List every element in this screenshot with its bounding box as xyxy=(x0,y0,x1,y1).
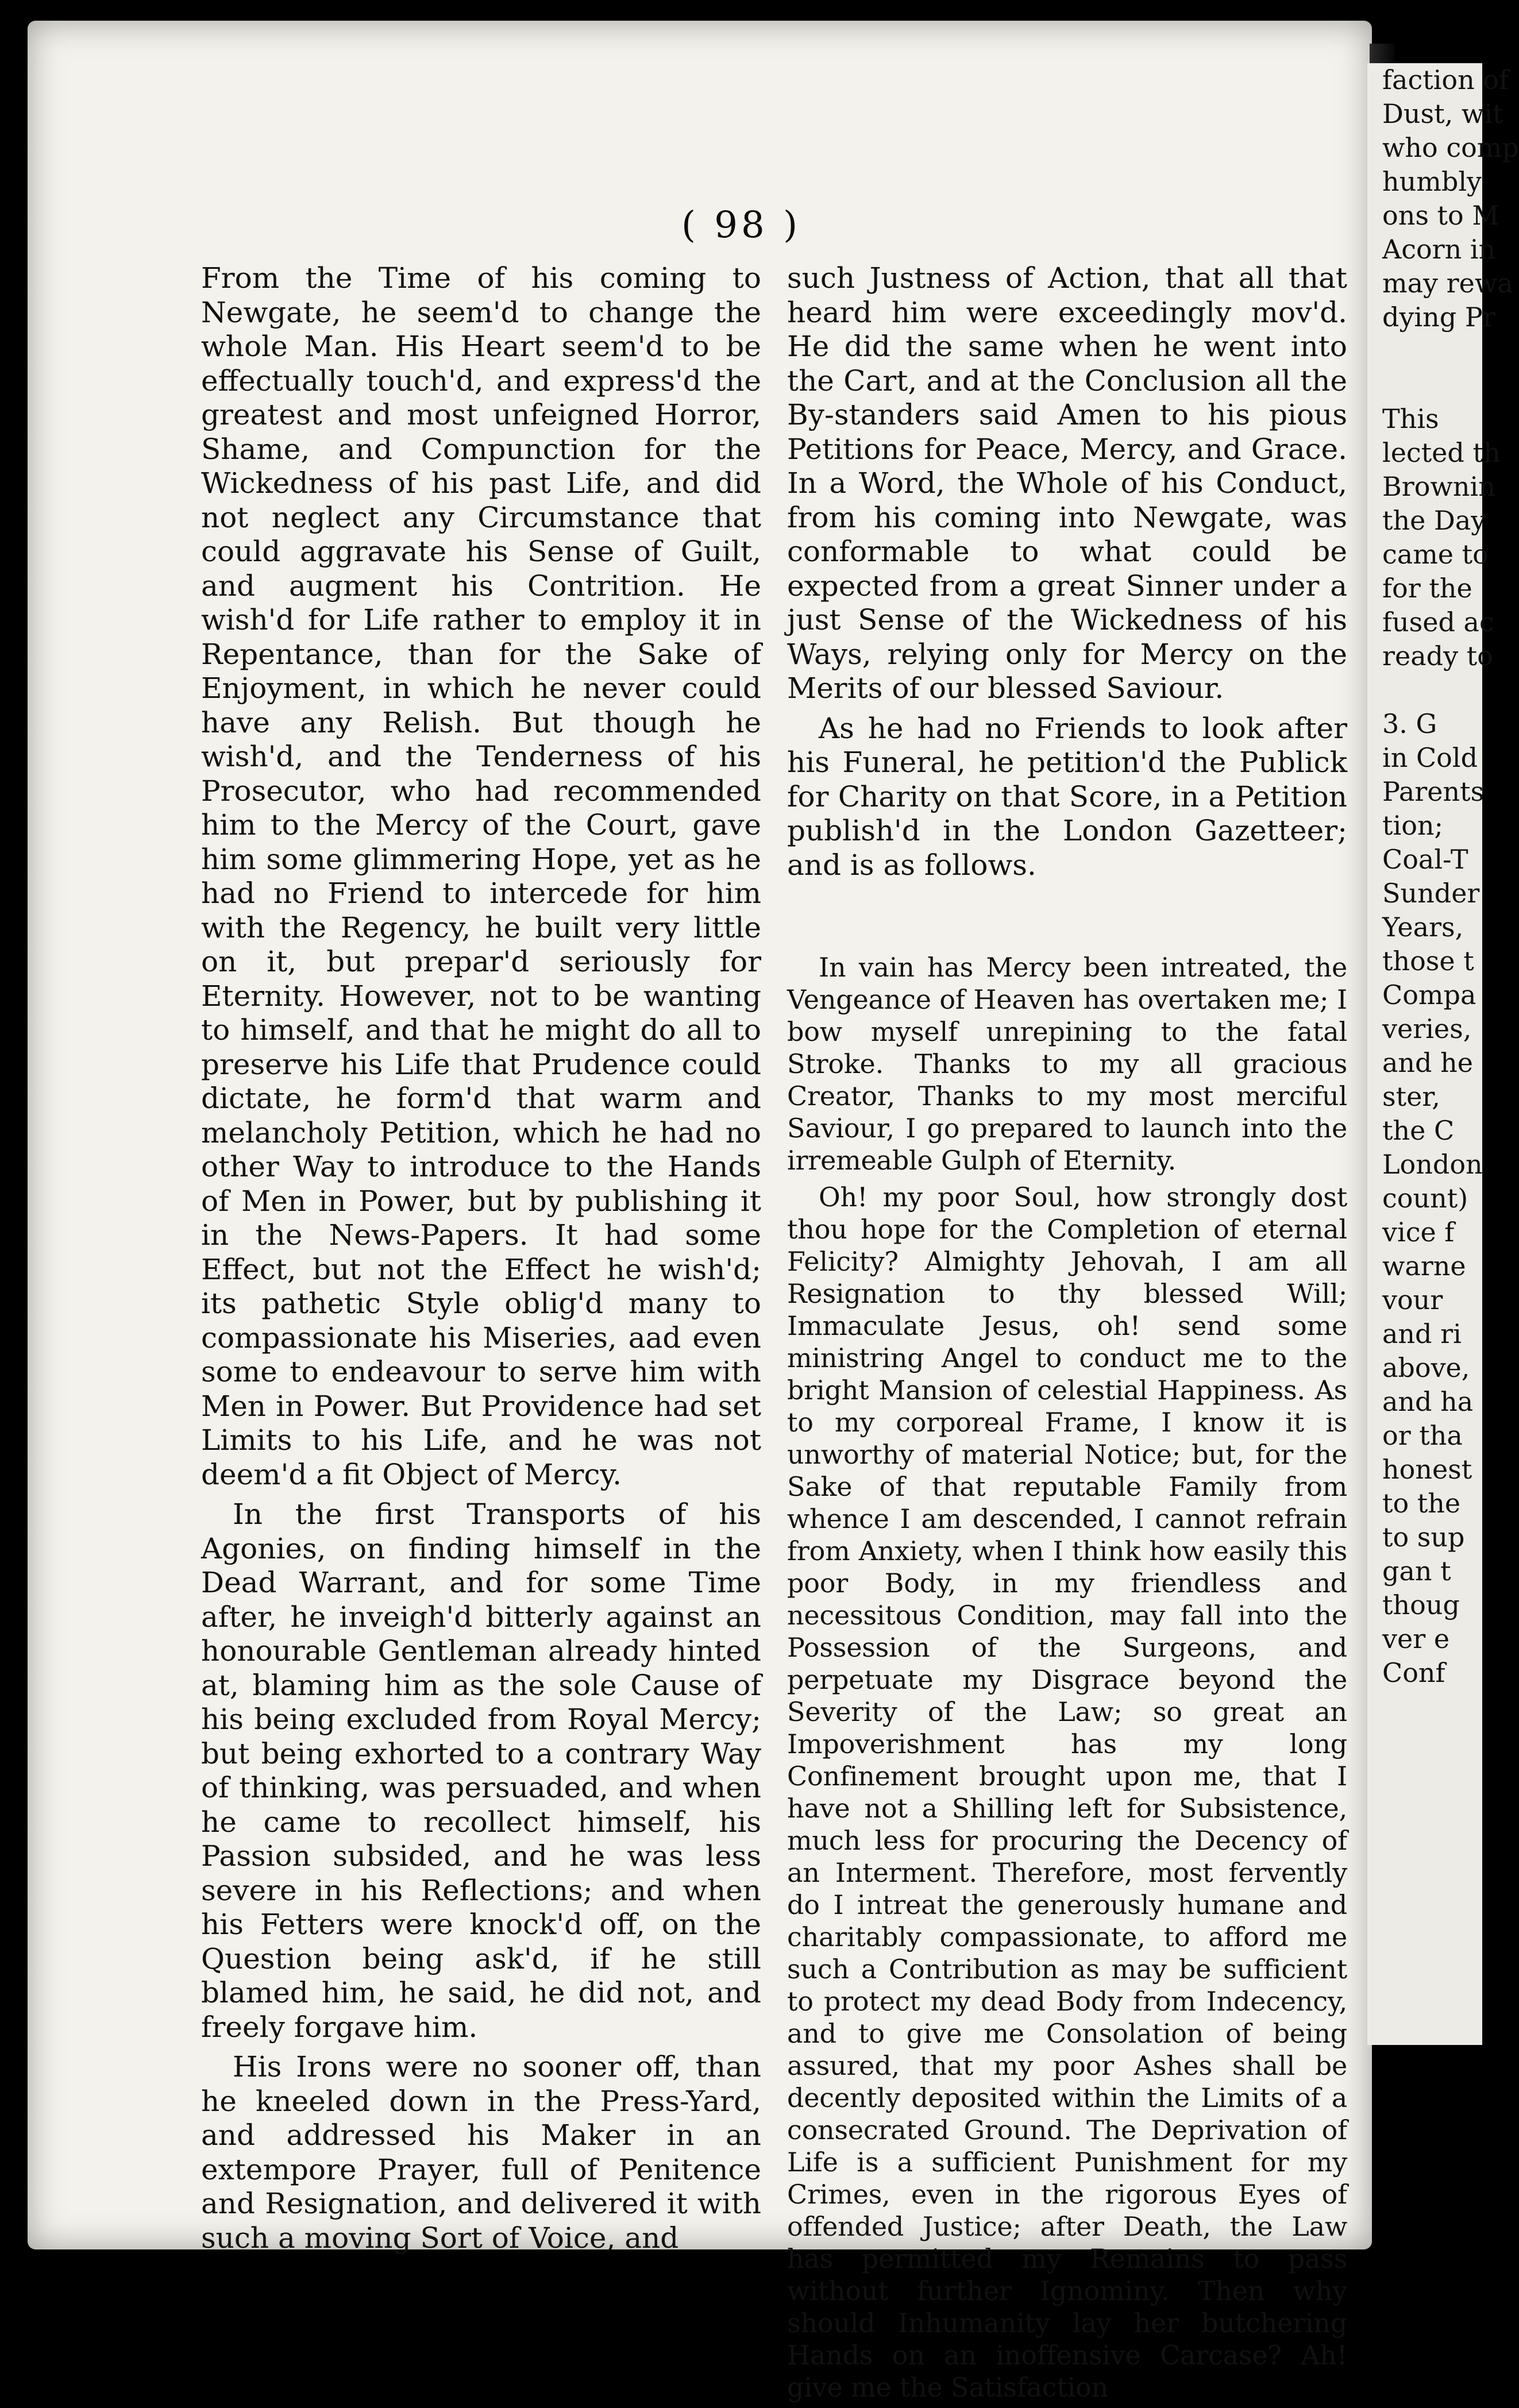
facing-page-fragment: ster, xyxy=(1382,1081,1440,1112)
facing-page-fragment: London xyxy=(1382,1149,1483,1180)
facing-page-fragment: Years, xyxy=(1382,912,1464,943)
facing-page-fragment: Coal-T xyxy=(1382,844,1468,875)
paragraph-funeral-charity: As he had no Friends to look after his Funeral, he petition'd the Publick for Charity on that Score, in a Petition publish'd in the London Gazetteer; and is as follows. xyxy=(787,711,1347,882)
facing-page-fragment: 3. G xyxy=(1382,708,1437,739)
facing-page-fragment: thoug xyxy=(1382,1589,1460,1620)
facing-page-fragment: to the xyxy=(1382,1488,1461,1519)
facing-page-fragment: to sup xyxy=(1382,1522,1465,1553)
facing-page-fragment: above, xyxy=(1382,1352,1470,1383)
left-column xyxy=(201,261,761,2261)
paragraph-irons-off: His Irons were no sooner off, than he kneeled down in the Press-Yard, and addressed his Maker in an extempore Prayer, full of Penitence and Resignation, and delivered it with such a moving Sort of Voice, and xyxy=(201,2050,761,2255)
facing-page-fragment: fused ac xyxy=(1382,607,1494,638)
facing-page-fragment: tion; xyxy=(1382,810,1444,841)
right-column xyxy=(787,261,1347,2408)
facing-page-fragment: came to xyxy=(1382,539,1489,570)
facing-page-fragment: who comp xyxy=(1382,132,1519,163)
facing-page-fragment: vice f xyxy=(1382,1217,1455,1248)
paragraph-newgate-conduct: From the Time of his coming to Newgate, he seem'd to change the whole Man. His Heart seem'd to be effectually touch'd, and express'd the greatest and most unfeigned Horror, Shame, and Compunction for the Wickedness of his past Life, and did not neglect any Circumstance that could aggravate his Sense of Guilt, and augment his Contrition. He wish'd for Life rather to employ it in Repentance, than for the Sake of Enjoyment, in which he never could have any Relish. But though he wish'd, and the Tenderness of his Prosecutor, who had recommended him to the Mercy of the Court, gave him some glimmering Hope, yet as he had no Friend to intercede for him with the Regency, he built very little on it, but prepar'd seriously for Eternity. However, not to be wanting to himself, and that he might do all to preserve his Life that Prudence could dictate, he form'd that warm and melancholy Petition, which he had no other Way to introduce to the Hands of Men in Power, but by publishing it in the News-Papers. It had some Effect, but not the Effect he wish'd; its pathetic Style oblig'd many to compassionate his Miseries, aad even some to endeavour to serve him with Men in Power. But Providence had set Limits to his Life, and he was not deem'd a fit Object of Mercy. xyxy=(201,261,761,1491)
facing-page-fragment: and he xyxy=(1382,1047,1473,1078)
facing-page-fragment: This xyxy=(1382,403,1439,434)
page-number: ( 98 ) xyxy=(681,204,801,246)
facing-page-fragment xyxy=(1367,334,1482,368)
facing-page-fragment: Dust, wit xyxy=(1382,98,1503,129)
facing-page-fragment: veries, xyxy=(1382,1013,1472,1044)
facing-page-fragment: in Cold xyxy=(1382,742,1478,773)
facing-page-fragment: faction of xyxy=(1382,64,1509,95)
facing-page-edge xyxy=(1367,63,1519,2045)
facing-page-fragment: lected th xyxy=(1382,437,1501,468)
facing-page-fragment: Parents xyxy=(1382,776,1485,807)
facing-page-fragment: ons to M xyxy=(1382,200,1499,231)
facing-page-fragment: for the xyxy=(1382,573,1472,604)
facing-page-fragment: Sunder xyxy=(1382,878,1480,909)
facing-page-fragment: and ri xyxy=(1382,1318,1462,1349)
facing-page-fragment: the Day xyxy=(1382,505,1486,536)
facing-page-fragment: or tha xyxy=(1382,1420,1463,1451)
facing-page-fragment: count) xyxy=(1382,1183,1468,1214)
facing-page-fragment xyxy=(1367,368,1482,402)
facing-page-fragment: ready to xyxy=(1382,640,1493,672)
facing-page-fragment: Brownin xyxy=(1382,471,1495,502)
facing-page-fragment: dying Pr xyxy=(1382,302,1495,333)
facing-page-fragment: humbly xyxy=(1382,166,1482,197)
facing-page-fragment: and ha xyxy=(1382,1386,1474,1417)
facing-page-fragment: Acorn in xyxy=(1382,234,1496,265)
paragraph-justness-of-action: such Justness of Action, that all that heard him were exceedingly mov'd. He did the same when he went into the Cart, and at the Conclusion all the By-standers said Amen to his pious Petitions for Peace, Mercy, and Grace. In a Word, the Whole of his Conduct, from his coming into Newgate, was conformable to what could be expected from a great Sinner under a just Sense of the Wickedness of his Ways, relying only for Mercy on the Merits of our blessed Saviour. xyxy=(787,261,1347,705)
facing-page-fragment: the C xyxy=(1382,1115,1455,1146)
paragraph-dead-warrant: In the first Transports of his Agonies, on finding himself in the Dead Warrant, and for some Time after, he inveigh'd bitterly against an honourable Gentleman already hinted at, blaming him as the sole Cause of his being excluded from Royal Mercy; but being exhorted to a contrary Way of thinking, was persuaded, and when he came to recollect himself, his Passion subsided, and he was less severe in his Reflections; and when his Fetters were knock'd off, on the Question being ask'd, if he still blamed him, he said, he did not, and freely forgave him. xyxy=(201,1498,761,2044)
facing-page-fragment: honest xyxy=(1382,1454,1472,1485)
facing-page-fragment: vour xyxy=(1382,1284,1443,1315)
facing-page-fragment: those t xyxy=(1382,946,1474,977)
petition-paragraph-vain-mercy: In vain has Mercy been intreated, the Vengeance of Heaven has overtaken me; I bow myself unrepining to the fatal Stroke. Thanks to my all gracious Creator, Thanks to my most merciful Saviour, I go prepared to launch into the irremeable Gulph of Eternity. xyxy=(787,952,1347,1176)
facing-page-fragment: ver e xyxy=(1382,1623,1450,1654)
facing-page-fragment: warne xyxy=(1382,1251,1466,1282)
petition-paragraph-poor-soul: Oh! my poor Soul, how strongly dost thou hope for the Completion of eternal Felicity? Almighty Jehovah, I am all Resignation to thy blessed Will; Immaculate Jesus, oh! send some ministring Angel to conduct me to the bright Mansion of celestial Happiness. As to my corporeal Frame, I know it is unworthy of material Notice; but, for the Sake of that reputable Family from whence I am descended, I cannot refrain from Anxiety, when I think how easily this poor Body, in my friendless and necessitous Condition, may fall into the Possession of the Surgeons, and perpetuate my Disgrace beyond the Severity of the Law; so great an Impoverishment has my long Confinement brought upon me, that I have not a Shilling left for Subsistence, much less for procuring the Decency of an Interment. Therefore, most fervently do I intreat the generously humane and charitably compassionate, to afford me such a Contribution as may be sufficient to protect my dead Body from Indecency, and to give me Consolation of being assured, that my poor Ashes shall be decently deposited within the Limits of a consecrated Ground. The Deprivation of Life is a sufficient Punishment for my Crimes, even in the rigorous Eyes of offended Justice; after Death, the Law has permitted my Remains to pass without further Ignominy. Then why should Inhumanity lay her butchering Hands on an inoffensive Carcase? Ah! give me the Satisfaction xyxy=(787,1182,1347,2403)
facing-page-fragment: may rewa xyxy=(1382,268,1513,299)
facing-page-fragment xyxy=(1367,673,1482,707)
facing-page-fragment: Compa xyxy=(1382,979,1476,1010)
facing-page-fragment: Conf xyxy=(1382,1657,1445,1688)
facing-page-fragment: gan t xyxy=(1382,1556,1451,1587)
